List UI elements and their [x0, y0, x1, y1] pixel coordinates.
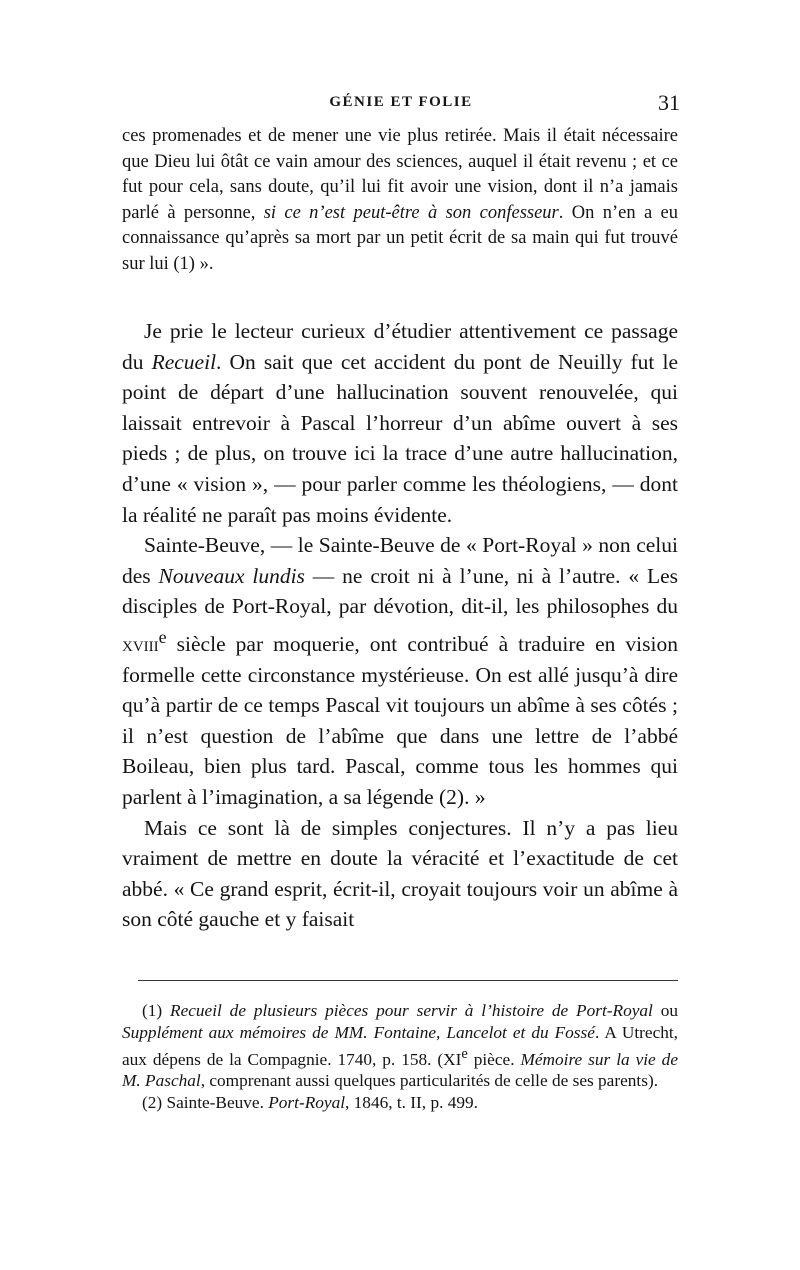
footnote-1	[122, 1000, 678, 1092]
paragraph-1	[122, 316, 678, 530]
text-run: siècle par moquerie, ont contribué à traduire en vision formelle cette circonstance mystérieuse. On est allé jusqu’à dire qu’à partir de ce temps Pascal vit toujours un abîme à ses côtés ; il n’est question de l’abîme que dans une lettre de l’abbé Boileau, bien plus tard. Pascal, comme tous les hommes qui parlent à l’imagination, a sa légende (2). »	[122, 632, 678, 810]
text-run: (2) Sainte-Beuve.	[142, 1092, 269, 1112]
text-run: . On sait que cet accident du pont de Neuilly fut le point de départ d’une hallucination souvent renouvelée, qui laissait entrevoir à Pascal l’horreur d’un abîme ouvert à ses pieds ; de plus, on trouve ici la trace d’une autre hallucination, d’une « vision », — pour parler comme les théologiens, — dont la réalité ne paraît pas moins évidente.	[122, 349, 678, 527]
page-number: 31	[658, 90, 680, 115]
italic-title: Supplément aux mémoires de MM. Fontaine, Lancelot et du Fossé	[122, 1022, 595, 1042]
quoted-passage	[122, 124, 678, 278]
text-run: Je prie le lecteur curieux d’étudier attentivement ce passage du	[122, 319, 678, 374]
footnote-rule	[138, 980, 678, 981]
italic-title: Recueil	[151, 349, 217, 374]
text-run: — ne croit ni à l’une, ni à l’autre. « Les disciples de Port-Royal, par dévotion, dit-il, les philosophes du	[122, 563, 678, 619]
text-run: Sainte-Beuve, — le Sainte-Beuve de « Port-Royal » non celui des	[122, 533, 678, 588]
paragraph-3: Mais ce sont là de simples conjectures. Il n’y a pas lieu vraiment de mettre en doute la véracité et l’exactitude de cet abbé. « Ce grand esprit, écrit-il, croyait toujours voir un abîme à son côté gauche et y faisait	[122, 815, 678, 932]
italic-title: Mémoire sur la vie de M. Paschal	[122, 1049, 678, 1091]
century-numeral: xviii	[122, 632, 159, 657]
footnote-2	[122, 1092, 678, 1114]
quote-italic: si ce n’est peut-être à son confesseur	[263, 202, 559, 223]
quote-text: ces promenades et de mener une vie plus retirée. Mais il était nécessaire que Dieu lui ôtât ce vain amour des sciences, auquel il était revenu ; et ce fut pour cela, sans doute, qu’il lui fit avoir une vision, dont il n’a jamais parlé à personne,	[122, 126, 678, 223]
footnotes	[122, 1000, 678, 1114]
superscript: e	[461, 1045, 468, 1062]
main-text	[122, 316, 678, 935]
quoted-paragraph	[122, 124, 678, 278]
italic-title: Nouveaux lundis	[158, 563, 305, 588]
text-run: , comprenant aussi quelques particularités de celle de ses parents).	[200, 1071, 659, 1091]
paragraph-2	[122, 530, 678, 813]
superscript: e	[158, 626, 167, 647]
running-head	[122, 90, 680, 118]
running-title: GÉNIE ET FOLIE	[329, 94, 473, 110]
quote-text: . On n’en a eu connaissance qu’après sa mort par un petit écrit de sa main qui fut trouvé sur lui (1) ».	[122, 202, 679, 274]
italic-title: Port-Royal	[268, 1092, 346, 1112]
text-run: . A Utrecht, aux dépens de la Compagnie. 1740, p. 158. (XI	[122, 1022, 678, 1069]
text-run: ou	[652, 1001, 678, 1020]
footnote-number: (1)	[142, 1001, 171, 1020]
italic-title: Recueil de plusieurs pièces pour servir à l’histoire de Port-Royal	[170, 1001, 653, 1020]
text-run: pièce.	[467, 1049, 521, 1069]
text-run: , 1846, t. II, p. 499.	[345, 1092, 478, 1112]
